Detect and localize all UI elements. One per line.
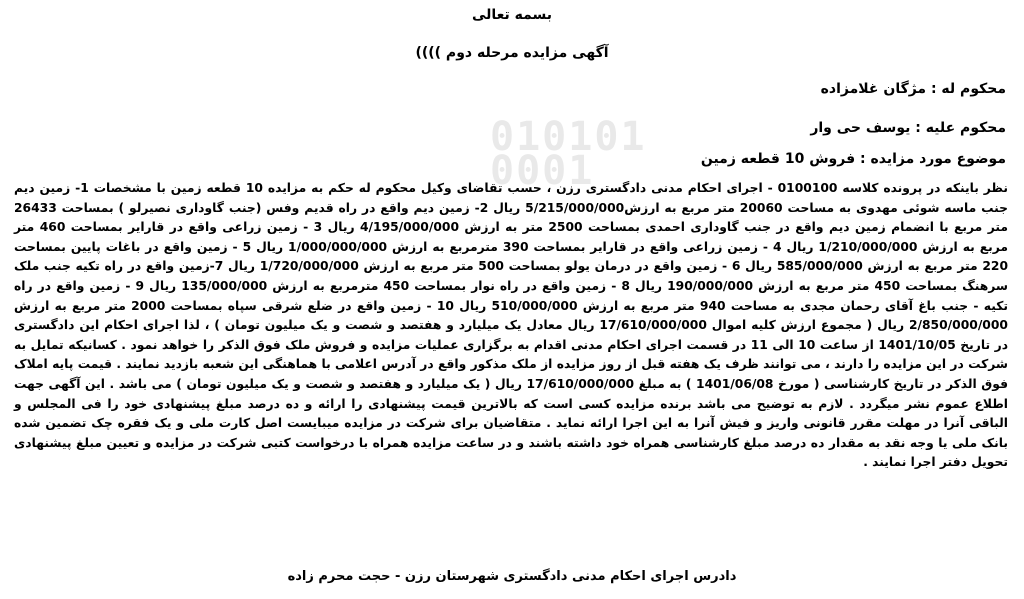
defendant-line: محکوم علیه : یوسف حی وار	[810, 120, 1006, 136]
auction-subject-line: موضوع مورد مزایده : فروش 10 قطعه زمین	[700, 151, 1006, 167]
plaintiff-line: محکوم له : مژگان غلامزاده	[820, 81, 1006, 97]
notice-body: نظر باینکه در پرونده کلاسه 0100100 - اجرای احکام مدنی دادگستری رزن ، حسب تقاضای وکیل محکوم له حکم به مزایده 10 قطعه زمین با مشخصات 1- زمین دیم جنب ماسه شوئی مهدوی به مساحت 20060 متر مربع به ارزش5/215/000/000 ریال 2- زمین دیم واقع در راه قدیم وفس (جنب گاوداری نصیرلو ) بمساحت 26433 متر مربع با انضمام زمین دیم واقع در جنب گاوداری احمدی بمساحت 2500 متر به ارزش 4/195/000/000 ریال 3 - زمین زراعی واقع در قارایر بمساحت 460 متر مربع به ارزش 1/210/000/000 ریال 4 - زمین زراعی واقع در قارایر بمساحت 390 مترمربع به ارزش 1/000/000/000 ریال 5 - زمین واقع در باغات پایین بمساحت 220 متر مربع به ارزش 585/000/000 ریال 6 - زمین واقع در درمان یولو بمساحت 500 متر مربع به ارزش 1/720/000/000 ریال 7-زمین واقع در راه تکیه جنب ملک سرهنگ بمساحت 450 متر مربع به ارزش 190/000/000 ریال 8 - زمین واقع در راه نوار بمساحت 450 مترمربع به ارزش 135/000/000 ریال 9 - زمین واقع در راه تکیه - جنب باغ آقای رحمان مجدی به مساحت 940 متر مربع به ارزش 510/000/000 ریال 10 - زمین واقع در ضلع شرقی سپاه بمساحت 2000 متر مربع به ارزش 2/850/000/000 ریال ( مجموع ارزش کلیه اموال 17/610/000/000 ریال معادل یک میلیارد و هفتصد و شصت و یک میلیون تومان ) ، لذا اجرای احکام این دادگستری در تاریخ 1401/10/05 از ساعت 10 الی 11 در قسمت اجرای احکام مدنی اقدام به برگزاری عملیات مزایده و فروش ملک فوق الذکر را خواهد نمود . کسانیکه تمایل به شرکت در این مزایده را دارند ، می توانند ظرف یک هفته قبل از روز مزایده از ملک مذکور واقع در آدرس اعلامی با هماهنگی این شعبه بازدید نمایند . قیمت پایه املاک فوق الذکر در تاریخ کارشناسی ( مورخ 1401/06/08 ) به مبلغ 17/610/000/000 ریال ( یک میلیارد و هفتصد و شصت و یک میلیون تومان ) می باشد . این آگهی جهت اطلاع عموم نشر میگردد . لازم به توضیح می باشد برنده مزایده کسی است که بالاترین قیمت پیشنهادی را ارائه و ده درصد مبلغ پیشنهادی خود را فی المجلس و الباقی آنرا در مهلت مقرر قانونی واریز و فیش آنرا به این اجرا ارائه نماید . متقاضیان برای شرکت در مزایده میبایست اصل کارت ملی و یک فقره چک تضمین شده بانک ملی یا وجه نقد به مقدار ده درصد مبلغ کارشناسی همراه خود داشته باشند و در ساعت مزایده همراه با درخواست کتبی شرکت در مزایده و تعیین مبلغ پیشنهادی تحویل دفتر اجرا نمایند .	[14, 181, 1009, 470]
signature-line: دادرس اجرای احکام مدنی دادگستری شهرستان رزن - حجت محرم زاده	[287, 569, 737, 584]
notice-title: آگهی مزایده مرحله دوم ))))	[415, 45, 609, 61]
basmala-heading: بسمه تعالی	[471, 7, 553, 23]
watermark-logo: 010101 0001	[490, 114, 647, 194]
